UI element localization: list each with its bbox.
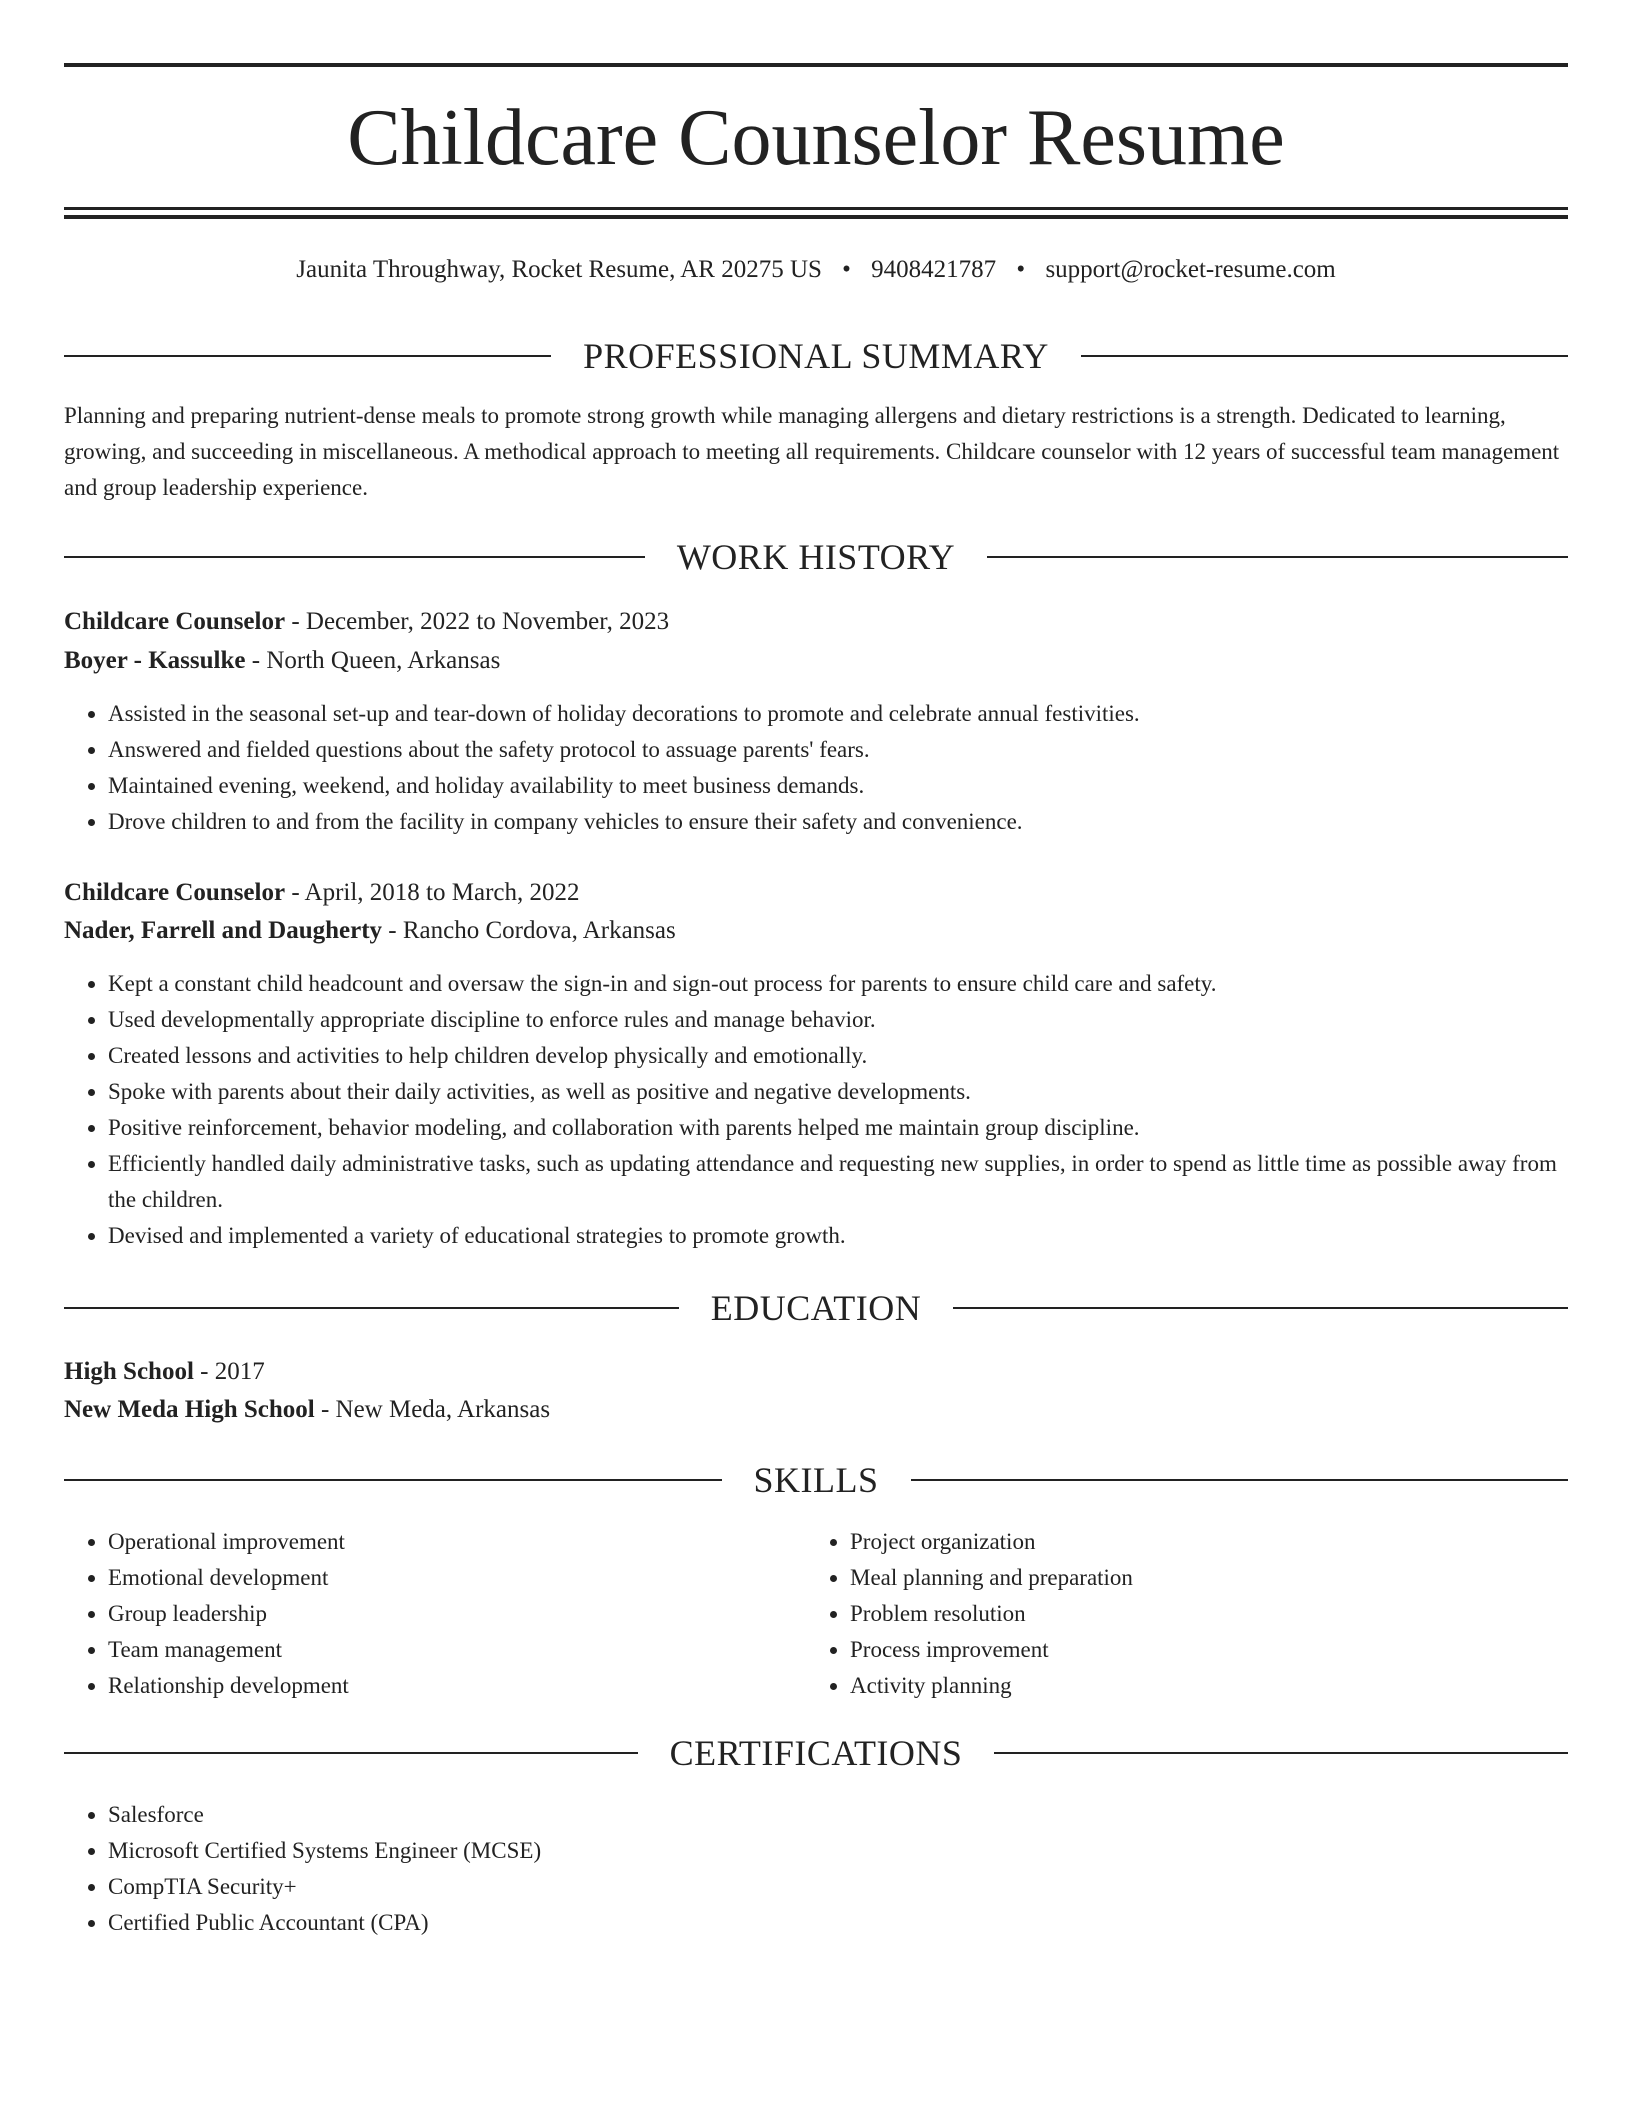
- job-title: Childcare Counselor: [64, 608, 286, 635]
- job-location: - Rancho Cordova, Arkansas: [382, 917, 676, 944]
- section-heading-education: [64, 1286, 1568, 1330]
- contact-separator: •: [1016, 256, 1026, 283]
- divider: [64, 556, 645, 558]
- divider: [953, 1307, 1568, 1309]
- section-title: EDUCATION: [710, 1288, 922, 1328]
- job-dates: - April, 2018 to March, 2022: [285, 879, 580, 906]
- section-title: SKILLS: [753, 1460, 879, 1500]
- list-item: • Emotional development: [108, 1560, 788, 1596]
- education-year: - 2017: [193, 1358, 265, 1385]
- list-item: • Problem resolution: [850, 1596, 1530, 1632]
- list-item: • Kept a constant child headcount and oversaw the sign-in and sign-out process for parents to ensure child care and safety.: [108, 966, 1568, 1002]
- list-item: • Project organization: [850, 1524, 1530, 1560]
- top-rule: [64, 63, 1568, 67]
- education-degree: High School: [64, 1358, 194, 1385]
- list-item: • Salesforce: [108, 1797, 1568, 1833]
- skills-list-left: [64, 1524, 788, 1704]
- job-employer-line: [64, 913, 676, 949]
- list-item: • Certified Public Accountant (CPA): [108, 1905, 1568, 1941]
- education-school: New Meda High School: [64, 1396, 315, 1423]
- job-location: - North Queen, Arkansas: [245, 647, 501, 674]
- contact-address: Jaunita Throughway, Rocket Resume, AR 20275 US: [296, 256, 822, 283]
- list-item: • Drove children to and from the facility in company vehicles to ensure their safety and convenience.: [108, 804, 1568, 840]
- job-title-line: [64, 875, 580, 911]
- section-heading-summary: [64, 334, 1568, 378]
- divider: [64, 1752, 638, 1754]
- list-item: • Microsoft Certified Systems Engineer (MCSE): [108, 1833, 1568, 1869]
- education-location: - New Meda, Arkansas: [314, 1396, 551, 1423]
- list-item: • Efficiently handled daily administrative tasks, such as updating attendance and requesting new supplies, in order to spend as little time as possible away from the children.: [108, 1146, 1568, 1218]
- divider: [1081, 355, 1568, 357]
- list-item: • CompTIA Security+: [108, 1869, 1568, 1905]
- contact-email: support@rocket-resume.com: [1045, 256, 1336, 283]
- job-employer: Boyer - Kassulke: [64, 647, 246, 674]
- divider: [64, 1307, 679, 1309]
- job-employer: Nader, Farrell and Daugherty: [64, 917, 383, 944]
- list-item: • Operational improvement: [108, 1524, 788, 1560]
- job-employer-line: [64, 643, 500, 679]
- section-title: WORK HISTORY: [676, 537, 956, 577]
- certifications-list: [64, 1797, 1568, 1941]
- divider: [994, 1752, 1568, 1754]
- contact-line: [64, 253, 1568, 287]
- skills-list-right: [806, 1524, 1530, 1704]
- list-item: • Relationship development: [108, 1668, 788, 1704]
- title-rule-lower: [64, 215, 1568, 219]
- education-school-line: [64, 1392, 550, 1428]
- job-bullets: [64, 696, 1568, 840]
- contact-separator: •: [842, 256, 851, 283]
- job-dates: - December, 2022 to November, 2023: [285, 608, 670, 635]
- section-title: CERTIFICATIONS: [669, 1733, 963, 1773]
- list-item: • Meal planning and preparation: [850, 1560, 1530, 1596]
- job-title-line: [64, 604, 669, 640]
- list-item: • Team management: [108, 1632, 788, 1668]
- divider: [64, 1479, 722, 1481]
- list-item: • Activity planning: [850, 1668, 1530, 1704]
- page-title: Childcare Counselor Resume: [347, 94, 1285, 182]
- title-rule-upper: [64, 207, 1568, 210]
- divider: [987, 556, 1568, 558]
- job-bullets: [64, 966, 1568, 1254]
- section-heading-certifications: [64, 1731, 1568, 1775]
- list-item: • Answered and fielded questions about the safety protocol to assuage parents' fears.: [108, 732, 1568, 768]
- divider: [64, 355, 551, 357]
- list-item: • Created lessons and activities to help children develop physically and emotionally.: [108, 1038, 1568, 1074]
- list-item: • Process improvement: [850, 1632, 1530, 1668]
- list-item: • Spoke with parents about their daily activities, as well as positive and negative developments.: [108, 1074, 1568, 1110]
- divider: [911, 1479, 1569, 1481]
- list-item: • Assisted in the seasonal set-up and tear-down of holiday decorations to promote and celebrate annual festivities.: [108, 696, 1568, 732]
- list-item: • Positive reinforcement, behavior modeling, and collaboration with parents helped me maintain group discipline.: [108, 1110, 1568, 1146]
- summary-text: Planning and preparing nutrient-dense meals to promote strong growth while managing allergens and dietary restrictions is a strength. Dedicated to learning, growing, and succeeding in miscellaneous. A methodical approach to meeting all requirements. Childcare counselor with 12 years of successful team management and group leadership experience.: [64, 403, 1560, 500]
- list-item: • Devised and implemented a variety of educational strategies to promote growth.: [108, 1218, 1568, 1254]
- section-heading-skills: [64, 1458, 1568, 1502]
- job-title: Childcare Counselor: [64, 879, 286, 906]
- list-item: • Maintained evening, weekend, and holiday availability to meet business demands.: [108, 768, 1568, 804]
- list-item: • Used developmentally appropriate discipline to enforce rules and manage behavior.: [108, 1002, 1568, 1038]
- list-item: • Group leadership: [108, 1596, 788, 1632]
- contact-phone: 9408421787: [871, 256, 997, 283]
- education-degree-line: [64, 1354, 265, 1390]
- section-heading-work: [64, 535, 1568, 579]
- section-title: PROFESSIONAL SUMMARY: [583, 336, 1049, 376]
